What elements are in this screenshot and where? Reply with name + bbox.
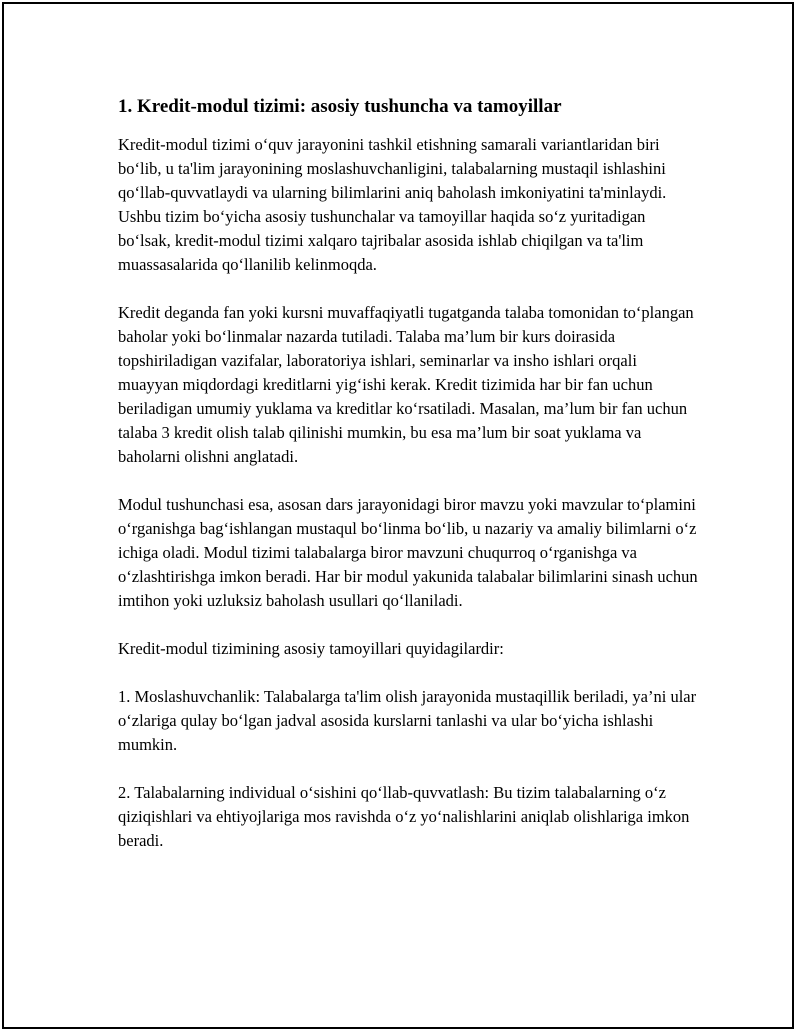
paragraph-kredit: Kredit deganda fan yoki kursni muvaffaqiyatli tugatganda talaba tomonidan to‘plangan baholar yoki bo‘linmalar nazarda tutiladi. Talaba ma’lum bir kurs doirasida topshiriladigan vazifalar, laboratoriya ishlari, seminarlar va insho ishlari orqali muayyan miqdordagi kreditlarni yig‘ishi kerak. Kredit tizimida har bir fan uchun beriladigan umumiy yuklama va kreditlar ko‘rsatiladi. Masalan, ma’lum bir fan uchun talaba 3 kredit olish talab qilinishi mumkin, bu esa ma’lum bir soat yuklama va baholarni olishni anglatadi. — [118, 303, 694, 466]
paragraph-modul: Modul tushunchasi esa, asosan dars jarayonidagi biror mavzu yoki mavzular to‘plamini o‘rganishga bag‘ishlangan mustaqul bo‘linma bo‘lib, u nazariy va amaliy bilimlarni o‘z ichiga oladi. Modul tizimi talabalarga biror mavzuni chuqurroq o‘rganishga va o‘zlashtirishga imkon beradi. Har bir modul yakunida talabalar bilimlarini sinash uchun imtihon yoki uzluksiz baholash usullari qo‘llaniladi. — [118, 495, 698, 610]
document-body — [118, 92, 698, 853]
principle-item-2: 2. Talabalarning individual o‘sishini qo‘llab-quvvatlash: Bu tizim talabalarning o‘z qiziqishlari va ehtiyojlariga mos ravishda o‘z yo‘nalishlarini aniqlab olishlariga imkon beradi. — [118, 783, 690, 850]
paragraph-intro: Kredit-modul tizimi o‘quv jarayonini tashkil etishning samarali variantlaridan biri bo‘lib, u ta'lim jarayonining moslashuvchanligini, talabalarning mustaqil ishlashini qo‘llab-quvvatlaydi va ularning bilimlarini aniq baholash imkoniyatini ta'minlaydi. Ushbu tizim bo‘yicha asosiy tushunchalar va tamoyillar haqida so‘z yuritadigan bo‘lsak, kredit-modul tizimi xalqaro tajribalar asosida ishlab chiqilgan va ta'lim muassasalarida qo‘llanilib kelinmoqda. — [118, 135, 667, 274]
section-heading: 1. Kredit-modul tizimi: asosiy tushuncha va tamoyillar — [118, 96, 562, 117]
paragraph-principles-intro: Kredit-modul tizimining asosiy tamoyillari quyidagilardir: — [118, 639, 504, 658]
principle-item-1: 1. Moslashuvchanlik: Talabalarga ta'lim olish jarayonida mustaqillik beriladi, ya’ni ular o‘zlariga qulay bo‘lgan jadval asosida kurslarni tanlashi va ular bo‘yicha ishlashi mumkin. — [118, 687, 697, 754]
